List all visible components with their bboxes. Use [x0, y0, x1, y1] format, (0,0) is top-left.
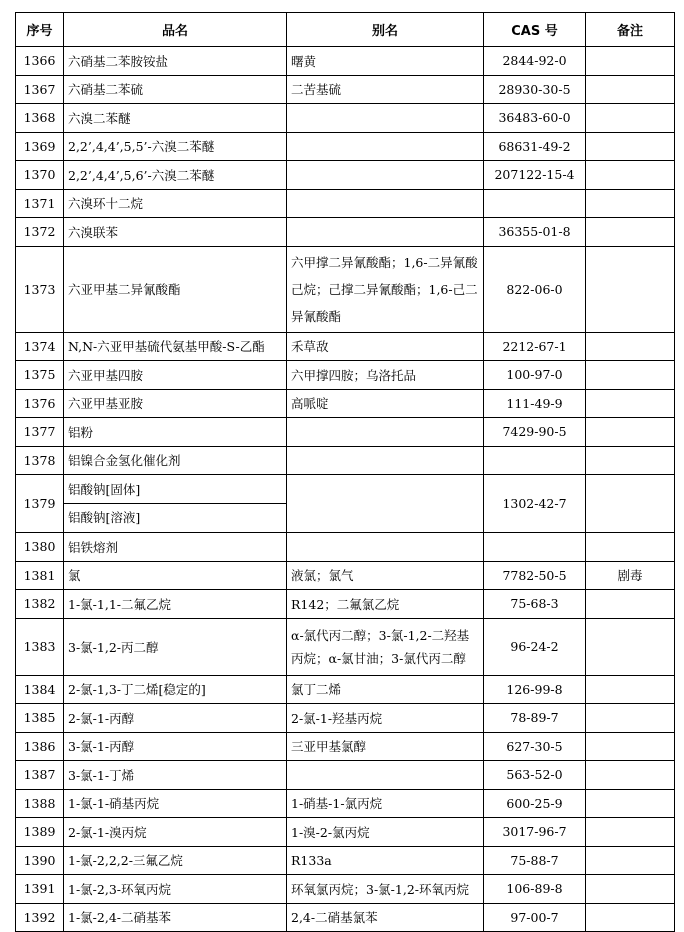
row-cas: 600-25-9 — [484, 789, 586, 818]
row-name — [64, 475, 287, 533]
row-note — [586, 332, 675, 361]
row-name: 3-氯-1,2-丙二醇 — [64, 618, 287, 675]
row-note — [586, 789, 675, 818]
row-note — [586, 875, 675, 904]
row-cas: 126-99-8 — [484, 675, 586, 704]
row-name: 3-氯-1-丁烯 — [64, 761, 287, 790]
row-no: 1369 — [16, 132, 64, 161]
row-note — [586, 704, 675, 733]
row-name: 六溴二苯醚 — [64, 104, 287, 133]
row-no: 1383 — [16, 618, 64, 675]
row-cas — [484, 533, 586, 562]
row-note — [586, 189, 675, 218]
row-note — [586, 75, 675, 104]
row-cas: 7429-90-5 — [484, 418, 586, 447]
row-cas: 28930-30-5 — [484, 75, 586, 104]
row-alias: 2,4-二硝基氯苯 — [287, 903, 484, 932]
table-row — [16, 446, 675, 475]
row-no: 1380 — [16, 533, 64, 562]
row-alias: 六甲撑二异氰酸酯；1,6-二异氰酸己烷；己撑二异氰酸酯；1,6-己二异氰酸酯 — [287, 246, 484, 332]
table-row — [16, 361, 675, 390]
table-row — [16, 732, 675, 761]
row-alias — [287, 418, 484, 447]
row-alias: 1-溴-2-氯丙烷 — [287, 818, 484, 847]
row-no: 1374 — [16, 332, 64, 361]
row-name: 1-氯-1-硝基丙烷 — [64, 789, 287, 818]
row-cas — [484, 189, 586, 218]
row-note — [586, 533, 675, 562]
row-cas: 207122-15-4 — [484, 161, 586, 190]
table-row — [16, 161, 675, 190]
row-name: 六亚甲基四胺 — [64, 361, 287, 390]
row-cas: 7782-50-5 — [484, 561, 586, 590]
row-no: 1376 — [16, 389, 64, 418]
row-cas: 36355-01-8 — [484, 218, 586, 247]
table-row — [16, 561, 675, 590]
row-name-solution: 铝酸钠[溶液] — [64, 503, 286, 532]
row-alias — [287, 132, 484, 161]
row-no: 1382 — [16, 590, 64, 619]
row-alias: 2-氯-1-羟基丙烷 — [287, 704, 484, 733]
row-note — [586, 761, 675, 790]
row-no: 1392 — [16, 903, 64, 932]
row-alias — [287, 161, 484, 190]
table-row — [16, 789, 675, 818]
row-cas: 627-30-5 — [484, 732, 586, 761]
row-note — [586, 389, 675, 418]
row-note — [586, 446, 675, 475]
row-alias: R133a — [287, 846, 484, 875]
row-note — [586, 618, 675, 675]
row-alias: 氯丁二烯 — [287, 675, 484, 704]
row-note — [586, 846, 675, 875]
row-name: 铝铁熔剂 — [64, 533, 287, 562]
table-row — [16, 761, 675, 790]
row-no: 1390 — [16, 846, 64, 875]
row-cas: 2844-92-0 — [484, 47, 586, 76]
row-alias: R142；二氟氯乙烷 — [287, 590, 484, 619]
row-name-solid: 铝酸钠[固体] — [68, 481, 141, 497]
row-name: 2-氯-1,3-丁二烯[稳定的] — [64, 675, 287, 704]
row-name: 铝粉 — [64, 418, 287, 447]
row-no: 1391 — [16, 875, 64, 904]
row-name: 2-氯-1-溴丙烷 — [64, 818, 287, 847]
row-name: 六硝基二苯胺铵盐 — [64, 47, 287, 76]
row-name: N,N-六亚甲基硫代氨基甲酸-S-乙酯 — [64, 332, 287, 361]
row-name: 六亚甲基亚胺 — [64, 389, 287, 418]
row-cas: 1302-42-7 — [484, 475, 586, 533]
table-row — [16, 246, 675, 332]
row-cas: 68631-49-2 — [484, 132, 586, 161]
table-row — [16, 846, 675, 875]
row-note — [586, 475, 675, 533]
row-no: 1384 — [16, 675, 64, 704]
table-row — [16, 389, 675, 418]
row-name: 1-氯-2,2,2-三氟乙烷 — [64, 846, 287, 875]
row-no: 1372 — [16, 218, 64, 247]
row-no: 1378 — [16, 446, 64, 475]
table-row — [16, 818, 675, 847]
row-cas: 36483-60-0 — [484, 104, 586, 133]
header-cas: CAS 号 — [484, 13, 586, 47]
row-cas: 100-97-0 — [484, 361, 586, 390]
table-row — [16, 704, 675, 733]
row-no: 1366 — [16, 47, 64, 76]
row-name: 1-氯-2,4-二硝基苯 — [64, 903, 287, 932]
row-alias — [287, 104, 484, 133]
row-alias: 三亚甲基氯醇 — [287, 732, 484, 761]
header-note: 备注 — [586, 13, 675, 47]
row-no: 1373 — [16, 246, 64, 332]
row-no: 1389 — [16, 818, 64, 847]
row-alias — [287, 475, 484, 533]
table-row — [16, 75, 675, 104]
table-row — [16, 332, 675, 361]
row-note — [586, 418, 675, 447]
row-note — [586, 590, 675, 619]
row-alias: 环氧氯丙烷；3-氯-1,2-环氧丙烷 — [287, 875, 484, 904]
table-row — [16, 675, 675, 704]
row-name: 2,2’,4,4’,5,5’-六溴二苯醚 — [64, 132, 287, 161]
header-alias: 别名 — [287, 13, 484, 47]
row-name: 六亚甲基二异氰酸酯 — [64, 246, 287, 332]
row-cas: 106-89-8 — [484, 875, 586, 904]
row-cas: 96-24-2 — [484, 618, 586, 675]
row-no: 1385 — [16, 704, 64, 733]
row-note — [586, 218, 675, 247]
row-cas: 111-49-9 — [484, 389, 586, 418]
row-no: 1368 — [16, 104, 64, 133]
row-alias — [287, 761, 484, 790]
table-row — [16, 189, 675, 218]
row-note — [586, 132, 675, 161]
row-alias: 曙黄 — [287, 47, 484, 76]
table-row — [16, 590, 675, 619]
row-no: 1388 — [16, 789, 64, 818]
row-no: 1375 — [16, 361, 64, 390]
row-alias — [287, 446, 484, 475]
header-no: 序号 — [16, 13, 64, 47]
row-name: 六溴联苯 — [64, 218, 287, 247]
row-no: 1381 — [16, 561, 64, 590]
row-name: 氯 — [64, 561, 287, 590]
table-row — [16, 218, 675, 247]
row-cas: 75-88-7 — [484, 846, 586, 875]
row-alias — [287, 533, 484, 562]
row-no: 1387 — [16, 761, 64, 790]
row-cas: 822-06-0 — [484, 246, 586, 332]
row-name: 六硝基二苯硫 — [64, 75, 287, 104]
row-alias: 六甲撑四胺；乌洛托品 — [287, 361, 484, 390]
row-note — [586, 161, 675, 190]
row-note: 剧毒 — [586, 561, 675, 590]
row-note — [586, 104, 675, 133]
header-row — [16, 13, 675, 47]
row-note — [586, 903, 675, 932]
row-cas: 97-00-7 — [484, 903, 586, 932]
table-row — [16, 618, 675, 675]
row-cas: 3017-96-7 — [484, 818, 586, 847]
row-no: 1377 — [16, 418, 64, 447]
row-alias: α-氯代丙二醇；3-氯-1,2-二羟基丙烷；α-氯甘油；3-氯代丙二醇 — [287, 618, 484, 675]
row-name: 六溴环十二烷 — [64, 189, 287, 218]
row-note — [586, 361, 675, 390]
row-note — [586, 732, 675, 761]
row-cas: 78-89-7 — [484, 704, 586, 733]
row-alias — [287, 189, 484, 218]
row-note — [586, 47, 675, 76]
row-alias — [287, 218, 484, 247]
table-row — [16, 418, 675, 447]
table-row — [16, 475, 675, 533]
row-name: 1-氯-2,3-环氧丙烷 — [64, 875, 287, 904]
header-name: 品名 — [64, 13, 287, 47]
row-no: 1379 — [16, 475, 64, 533]
row-name: 2-氯-1-丙醇 — [64, 704, 287, 733]
row-alias: 二苦基硫 — [287, 75, 484, 104]
row-alias: 禾草敌 — [287, 332, 484, 361]
row-no: 1370 — [16, 161, 64, 190]
row-cas: 75-68-3 — [484, 590, 586, 619]
row-alias: 液氯；氯气 — [287, 561, 484, 590]
row-note — [586, 675, 675, 704]
row-no: 1371 — [16, 189, 64, 218]
table-row — [16, 875, 675, 904]
row-cas — [484, 446, 586, 475]
table-row — [16, 132, 675, 161]
row-name: 3-氯-1-丙醇 — [64, 732, 287, 761]
row-name: 2,2’,4,4’,5,6’-六溴二苯醚 — [64, 161, 287, 190]
chemicals-table — [15, 12, 675, 932]
row-no: 1367 — [16, 75, 64, 104]
row-alias: 1-硝基-1-氯丙烷 — [287, 789, 484, 818]
table-row — [16, 47, 675, 76]
table-row — [16, 903, 675, 932]
table-row — [16, 104, 675, 133]
table-row — [16, 533, 675, 562]
row-note — [586, 818, 675, 847]
row-cas: 563-52-0 — [484, 761, 586, 790]
row-note — [586, 246, 675, 332]
row-name: 铝镍合金氢化催化剂 — [64, 446, 287, 475]
row-no: 1386 — [16, 732, 64, 761]
row-cas: 2212-67-1 — [484, 332, 586, 361]
row-name: 1-氯-1,1-二氟乙烷 — [64, 590, 287, 619]
row-alias: 高哌啶 — [287, 389, 484, 418]
